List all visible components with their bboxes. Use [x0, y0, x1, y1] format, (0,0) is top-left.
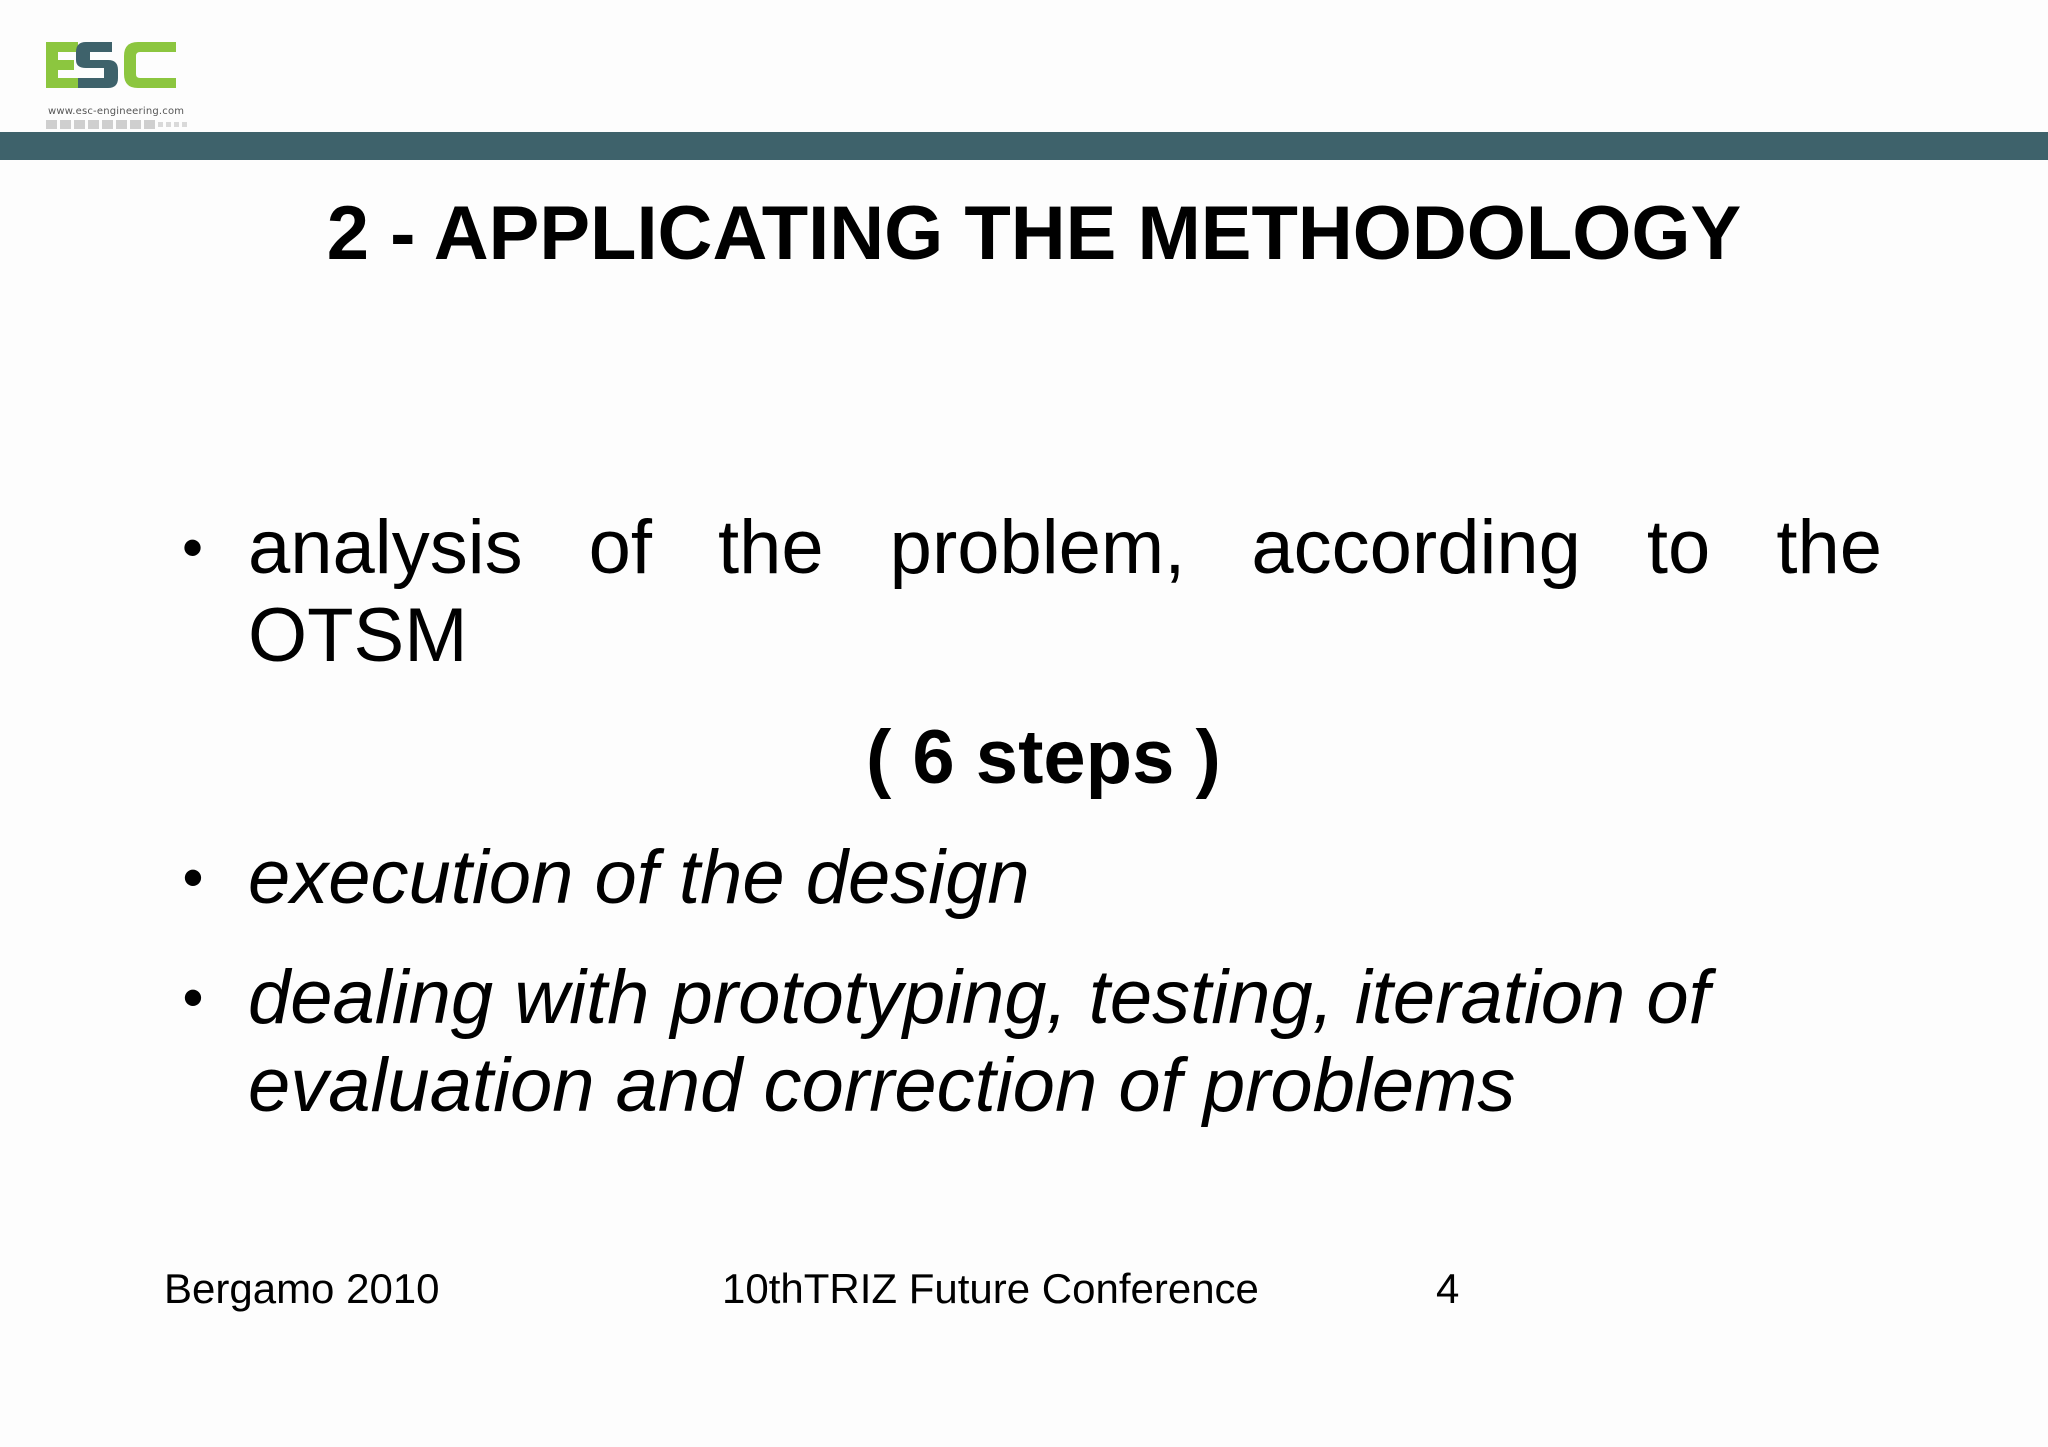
bullet-icon: •	[182, 844, 204, 911]
page-number: 4	[1436, 1265, 1460, 1312]
bullet-icon: •	[182, 964, 204, 1031]
footer-conference: 10thTRIZ Future Conference	[722, 1265, 1259, 1312]
bullet-text-line: OTSM	[248, 593, 468, 678]
bullet-text-line: dealing with prototyping, testing, iteration of	[248, 955, 1710, 1040]
esc-logo	[42, 38, 192, 132]
bullet-item	[180, 954, 1880, 1130]
slide-title: 2 - APPLICATING THE METHODOLOGY	[326, 191, 1742, 276]
bullet-item	[180, 504, 1880, 680]
steps-label: ( 6 steps )	[866, 715, 1221, 800]
logo-url: www.esc-engineering.com	[48, 106, 185, 117]
esc-logo-icon	[42, 38, 182, 108]
header-bar	[0, 132, 2048, 160]
bullet-item	[180, 834, 1880, 922]
bullet-text-line: evaluation and correction of problems	[248, 1043, 1516, 1128]
bullet-list	[180, 504, 1880, 1130]
bullet-text-line: execution of the design	[248, 835, 1030, 920]
footer-location: Bergamo 2010	[164, 1265, 440, 1312]
bullet-text-line: analysis of the problem, according to the	[248, 505, 1882, 590]
logo-squares	[46, 120, 187, 129]
bullet-icon: •	[182, 514, 204, 581]
